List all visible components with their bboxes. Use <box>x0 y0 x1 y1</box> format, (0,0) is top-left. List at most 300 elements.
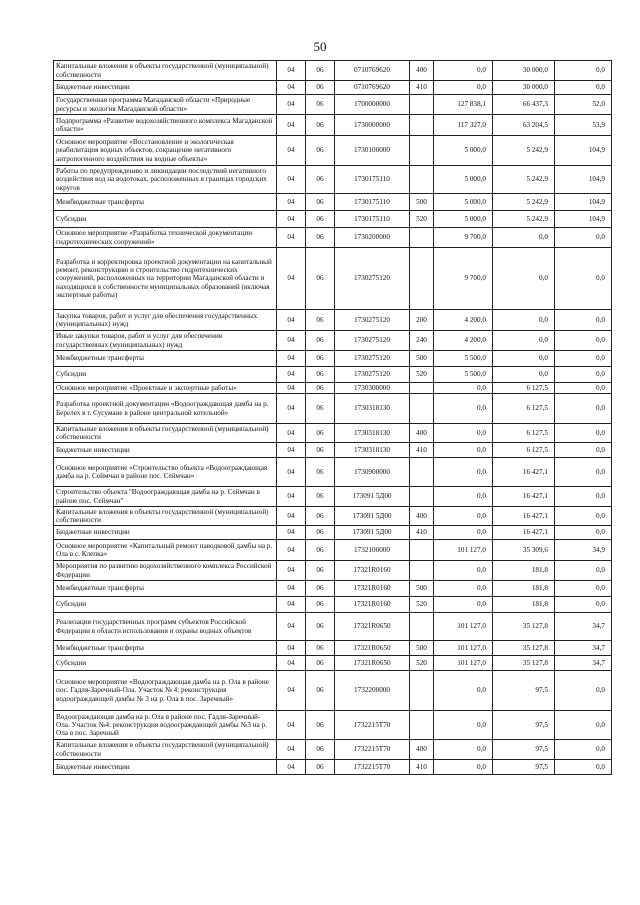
row-name: Бюджетные инвестиции <box>54 443 277 458</box>
row-name: Капитальные вложения в объекты государственной (муниципальной) собственности <box>54 424 277 443</box>
execution-percent: 0,0 <box>555 711 612 740</box>
execution-percent: 0,0 <box>555 526 612 540</box>
execution-percent: 0,0 <box>555 424 612 443</box>
amount-executed: 35 127,8 <box>493 641 555 656</box>
subsection-code: 06 <box>306 581 335 597</box>
target-article-code: 1730175110 <box>335 211 410 228</box>
section-code: 04 <box>277 526 306 540</box>
amount-planned: 5 500,0 <box>434 367 493 383</box>
amount-planned: 0,0 <box>434 61 493 81</box>
row-name: Основное мероприятие «Восстановление и экологическая реабилитация водных объектов, сокращение негативного антропогенного воздействия на водные объекты» <box>54 136 277 166</box>
amount-executed: 16 427,1 <box>493 507 555 526</box>
execution-percent: 52,0 <box>555 95 612 115</box>
expense-type-code: 500 <box>410 581 434 597</box>
section-code: 04 <box>277 367 306 383</box>
section-code: 04 <box>277 581 306 597</box>
amount-planned: 0,0 <box>434 581 493 597</box>
subsection-code: 06 <box>306 211 335 228</box>
amount-executed: 6 127,5 <box>493 424 555 443</box>
target-article-code: 1730318130 <box>335 394 410 424</box>
table-row <box>54 310 612 331</box>
row-name: Субсидии <box>54 367 277 383</box>
expense-type-code <box>410 540 434 561</box>
expense-type-code: 520 <box>410 656 434 671</box>
amount-planned: 5 000,0 <box>434 211 493 228</box>
subsection-code: 06 <box>306 760 335 775</box>
execution-percent: 0,0 <box>555 671 612 711</box>
section-code: 04 <box>277 613 306 641</box>
section-code: 04 <box>277 331 306 351</box>
subsection-code: 06 <box>306 81 335 95</box>
row-name: Государственная программа Магаданской области «Природные ресурсы и экология Магаданской области» <box>54 95 277 115</box>
subsection-code: 06 <box>306 458 335 487</box>
row-name: Бюджетные инвестиции <box>54 526 277 540</box>
target-article-code: 1730275120 <box>335 351 410 367</box>
amount-planned: 127 838,1 <box>434 95 493 115</box>
target-article-code: 1732215Т70 <box>335 740 410 760</box>
expense-type-code: 410 <box>410 443 434 458</box>
subsection-code: 06 <box>306 740 335 760</box>
target-article-code: 17321R0160 <box>335 581 410 597</box>
row-name: Мероприятия по развитию водохозяйственного комплекса Российской Федерации <box>54 561 277 581</box>
execution-percent: 0,0 <box>555 61 612 81</box>
section-code: 04 <box>277 136 306 166</box>
amount-planned: 5 000,0 <box>434 136 493 166</box>
amount-executed: 0,0 <box>493 310 555 331</box>
target-article-code: 17321R0160 <box>335 561 410 581</box>
expense-type-code <box>410 115 434 136</box>
row-name: Реализация государственных программ субъектов Российской Федерации в области использования и охраны водных объектов <box>54 613 277 641</box>
amount-executed: 16 427,1 <box>493 458 555 487</box>
execution-percent: 0,0 <box>555 443 612 458</box>
expense-type-code: 500 <box>410 194 434 211</box>
section-code: 04 <box>277 81 306 95</box>
target-article-code: 1730275120 <box>335 331 410 351</box>
target-article-code: 1732100000 <box>335 540 410 561</box>
subsection-code: 06 <box>306 561 335 581</box>
section-code: 04 <box>277 310 306 331</box>
section-code: 04 <box>277 443 306 458</box>
section-code: 04 <box>277 194 306 211</box>
execution-percent: 0,0 <box>555 228 612 248</box>
subsection-code: 06 <box>306 367 335 383</box>
section-code: 04 <box>277 487 306 507</box>
execution-percent: 0,0 <box>555 597 612 613</box>
table-body <box>54 61 612 775</box>
amount-planned: 5 000,0 <box>434 194 493 211</box>
section-code: 04 <box>277 394 306 424</box>
subsection-code: 06 <box>306 526 335 540</box>
section-code: 04 <box>277 458 306 487</box>
amount-executed: 5 242,9 <box>493 211 555 228</box>
execution-percent: 34,9 <box>555 540 612 561</box>
subsection-code: 06 <box>306 166 335 194</box>
execution-percent: 0,0 <box>555 367 612 383</box>
expense-type-code: 410 <box>410 526 434 540</box>
row-name: Капитальные вложения в объекты государственной (муниципальной) собственности <box>54 507 277 526</box>
amount-executed: 97,5 <box>493 760 555 775</box>
table-row <box>54 507 612 526</box>
table-row <box>54 394 612 424</box>
execution-percent: 0,0 <box>555 581 612 597</box>
target-article-code: 17321R0650 <box>335 641 410 656</box>
amount-planned: 0,0 <box>434 760 493 775</box>
expense-type-code <box>410 228 434 248</box>
subsection-code: 06 <box>306 711 335 740</box>
amount-planned: 0,0 <box>434 394 493 424</box>
subsection-code: 06 <box>306 228 335 248</box>
amount-planned: 4 200,0 <box>434 331 493 351</box>
expense-type-code: 400 <box>410 507 434 526</box>
amount-planned: 0,0 <box>434 740 493 760</box>
section-code: 04 <box>277 424 306 443</box>
subsection-code: 06 <box>306 613 335 641</box>
table-row <box>54 424 612 443</box>
section-code: 04 <box>277 211 306 228</box>
target-article-code: 1732215Т70 <box>335 760 410 775</box>
row-name: Субсидии <box>54 656 277 671</box>
amount-executed: 5 242,9 <box>493 136 555 166</box>
amount-planned: 0,0 <box>434 443 493 458</box>
row-name: Строительство объекта "Водоограждающая дамба на р. Сеймчан в районе пос. Сеймчан" <box>54 487 277 507</box>
amount-executed: 0,0 <box>493 367 555 383</box>
target-article-code: 0710769620 <box>335 61 410 81</box>
execution-percent: 0,0 <box>555 248 612 310</box>
expense-type-code: 520 <box>410 211 434 228</box>
section-code: 04 <box>277 597 306 613</box>
table-row <box>54 641 612 656</box>
subsection-code: 06 <box>306 424 335 443</box>
subsection-code: 06 <box>306 507 335 526</box>
execution-percent: 0,0 <box>555 81 612 95</box>
amount-executed: 66 437,3 <box>493 95 555 115</box>
amount-executed: 35 127,8 <box>493 656 555 671</box>
amount-executed: 35 127,8 <box>493 613 555 641</box>
subsection-code: 06 <box>306 115 335 136</box>
section-code: 04 <box>277 248 306 310</box>
row-name: Бюджетные инвестиции <box>54 81 277 95</box>
section-code: 04 <box>277 540 306 561</box>
expense-type-code: 410 <box>410 81 434 95</box>
amount-executed: 35 309,6 <box>493 540 555 561</box>
amount-planned: 0,0 <box>434 711 493 740</box>
amount-executed: 30 000,0 <box>493 81 555 95</box>
table-row <box>54 228 612 248</box>
expense-type-code: 500 <box>410 641 434 656</box>
row-name: Субсидии <box>54 597 277 613</box>
subsection-code: 06 <box>306 194 335 211</box>
amount-executed: 181,8 <box>493 561 555 581</box>
subsection-code: 06 <box>306 394 335 424</box>
target-article-code: 1730275120 <box>335 310 410 331</box>
amount-planned: 5 000,0 <box>434 166 493 194</box>
table-row <box>54 136 612 166</box>
row-name: Межбюджетные трансферты <box>54 581 277 597</box>
amount-executed: 181,8 <box>493 597 555 613</box>
amount-planned: 101 127,0 <box>434 641 493 656</box>
expense-type-code <box>410 671 434 711</box>
amount-planned: 0,0 <box>434 424 493 443</box>
subsection-code: 06 <box>306 248 335 310</box>
table-row <box>54 597 612 613</box>
expense-type-code <box>410 458 434 487</box>
subsection-code: 06 <box>306 95 335 115</box>
table-row <box>54 526 612 540</box>
target-article-code: 1730318130 <box>335 443 410 458</box>
amount-executed: 6 127,5 <box>493 394 555 424</box>
table-row <box>54 671 612 711</box>
target-article-code: 1730175110 <box>335 166 410 194</box>
row-name: Межбюджетные трансферты <box>54 194 277 211</box>
target-article-code: 1700000000 <box>335 95 410 115</box>
execution-percent: 0,0 <box>555 561 612 581</box>
table-row <box>54 95 612 115</box>
amount-executed: 6 127,5 <box>493 443 555 458</box>
amount-planned: 101 127,0 <box>434 613 493 641</box>
target-article-code: 1730300000 <box>335 383 410 394</box>
amount-executed: 97,5 <box>493 711 555 740</box>
table-row <box>54 248 612 310</box>
target-article-code: 1730275120 <box>335 248 410 310</box>
execution-percent: 0,0 <box>555 351 612 367</box>
expense-type-code: 500 <box>410 351 434 367</box>
table-row <box>54 166 612 194</box>
amount-executed: 63 204,5 <box>493 115 555 136</box>
execution-percent: 0,0 <box>555 458 612 487</box>
execution-percent: 0,0 <box>555 383 612 394</box>
table-row <box>54 61 612 81</box>
expense-type-code <box>410 561 434 581</box>
amount-planned: 9 700,0 <box>434 248 493 310</box>
target-article-code: 1730175110 <box>335 194 410 211</box>
row-name: Межбюджетные трансферты <box>54 351 277 367</box>
target-article-code: 173091 5Д00 <box>335 507 410 526</box>
amount-executed: 5 242,9 <box>493 194 555 211</box>
subsection-code: 06 <box>306 597 335 613</box>
row-name: Капитальные вложения в объекты государственной (муниципальной) собственности <box>54 61 277 81</box>
page-number: 50 <box>313 39 327 54</box>
subsection-code: 06 <box>306 540 335 561</box>
target-article-code: 173091 5Д00 <box>335 487 410 507</box>
execution-percent: 104,9 <box>555 211 612 228</box>
expense-type-code: 240 <box>410 331 434 351</box>
table-row <box>54 458 612 487</box>
subsection-code: 06 <box>306 351 335 367</box>
amount-planned: 5 500,0 <box>434 351 493 367</box>
amount-planned: 0,0 <box>434 671 493 711</box>
subsection-code: 06 <box>306 136 335 166</box>
amount-planned: 101 127,0 <box>434 656 493 671</box>
expense-type-code: 200 <box>410 310 434 331</box>
row-name: Основное мероприятие «Разработка технической документации гидротехнических сооружений» <box>54 228 277 248</box>
target-article-code: 17321R0650 <box>335 613 410 641</box>
section-code: 04 <box>277 711 306 740</box>
execution-percent: 0,0 <box>555 487 612 507</box>
row-name: Капитальные вложения в объекты государственной (муниципальной) собственности <box>54 740 277 760</box>
amount-executed: 16 427,1 <box>493 526 555 540</box>
section-code: 04 <box>277 166 306 194</box>
target-article-code: 0710769620 <box>335 81 410 95</box>
row-name: Основное мероприятие «Водоограждающая дамба на р. Ола в районе пос. Гадля-Заречный-Ола. Участок № 4: реконструкция водоограждающей дамбы № 3 на р. Ола в пос. Заречный» <box>54 671 277 711</box>
amount-planned: 0,0 <box>434 526 493 540</box>
table-row <box>54 561 612 581</box>
expense-type-code: 400 <box>410 740 434 760</box>
subsection-code: 06 <box>306 443 335 458</box>
amount-executed: 181,8 <box>493 581 555 597</box>
row-name: Основное мероприятие «Проектные и экспертные работы» <box>54 383 277 394</box>
expense-type-code <box>410 248 434 310</box>
execution-percent: 53,9 <box>555 115 612 136</box>
target-article-code: 173091 5Д00 <box>335 526 410 540</box>
section-code: 04 <box>277 656 306 671</box>
table-row <box>54 487 612 507</box>
amount-planned: 0,0 <box>434 561 493 581</box>
execution-percent: 34,7 <box>555 613 612 641</box>
section-code: 04 <box>277 671 306 711</box>
target-article-code: 1730318130 <box>335 424 410 443</box>
execution-percent: 0,0 <box>555 331 612 351</box>
execution-percent: 0,0 <box>555 310 612 331</box>
execution-percent: 104,9 <box>555 136 612 166</box>
amount-planned: 0,0 <box>434 597 493 613</box>
table-row <box>54 740 612 760</box>
table-row <box>54 443 612 458</box>
table-row <box>54 367 612 383</box>
expense-type-code <box>410 136 434 166</box>
amount-executed: 0,0 <box>493 331 555 351</box>
target-article-code: 1730100000 <box>335 136 410 166</box>
expense-type-code: 410 <box>410 760 434 775</box>
expense-type-code <box>410 166 434 194</box>
amount-executed: 97,5 <box>493 740 555 760</box>
execution-percent: 0,0 <box>555 507 612 526</box>
table-row <box>54 331 612 351</box>
table-row <box>54 540 612 561</box>
target-article-code: 1730000000 <box>335 115 410 136</box>
row-name: Основное мероприятие «Капитальный ремонт паводковой дамбы на р. Ола в с. Клепка» <box>54 540 277 561</box>
section-code: 04 <box>277 507 306 526</box>
target-article-code: 1730200000 <box>335 228 410 248</box>
execution-percent: 104,9 <box>555 166 612 194</box>
expense-type-code <box>410 95 434 115</box>
row-name: Водоограждающая дамба на р. Ола в районе пос. Гадля-Заречный-Ола. Участок №4: реконструкция водоограждающей дамбы №3 на р. Ола в пос. Заречный <box>54 711 277 740</box>
expense-type-code: 400 <box>410 424 434 443</box>
amount-planned: 117 327,0 <box>434 115 493 136</box>
section-code: 04 <box>277 351 306 367</box>
target-article-code: 17321R0650 <box>335 656 410 671</box>
table-row <box>54 656 612 671</box>
row-name: Бюджетные инвестиции <box>54 760 277 775</box>
subsection-code: 06 <box>306 310 335 331</box>
amount-planned: 101 127,0 <box>434 540 493 561</box>
amount-planned: 0,0 <box>434 81 493 95</box>
subsection-code: 06 <box>306 383 335 394</box>
table-row <box>54 613 612 641</box>
amount-executed: 0,0 <box>493 248 555 310</box>
amount-planned: 0,0 <box>434 383 493 394</box>
target-article-code: 1732215Т70 <box>335 711 410 740</box>
target-article-code: 17321R0160 <box>335 597 410 613</box>
row-name: Разработка и корректировка проектной документации на капитальный ремонт, реконструкцию и строительство гидротехнических сооружений, расположенных на территории Магаданской области и находящихся в собственности муниципальных образований (включая экспертные работы) <box>54 248 277 310</box>
amount-executed: 97,5 <box>493 671 555 711</box>
table-row <box>54 115 612 136</box>
table-row <box>54 194 612 211</box>
expense-type-code <box>410 487 434 507</box>
section-code: 04 <box>277 641 306 656</box>
target-article-code: 1730275120 <box>335 367 410 383</box>
amount-planned: 0,0 <box>434 458 493 487</box>
expense-type-code: 520 <box>410 597 434 613</box>
budget-table <box>53 60 612 775</box>
amount-executed: 5 242,9 <box>493 166 555 194</box>
amount-executed: 0,0 <box>493 228 555 248</box>
section-code: 04 <box>277 115 306 136</box>
amount-executed: 6 127,5 <box>493 383 555 394</box>
target-article-code: 1732200000 <box>335 671 410 711</box>
execution-percent: 34,7 <box>555 641 612 656</box>
row-name: Разработка проектной документации «Водоограждающая дамба на р. Берелех в г. Сусумане в районе центральной котельной» <box>54 394 277 424</box>
amount-planned: 0,0 <box>434 507 493 526</box>
subsection-code: 06 <box>306 61 335 81</box>
table-row <box>54 760 612 775</box>
section-code: 04 <box>277 561 306 581</box>
amount-planned: 9 700,0 <box>434 228 493 248</box>
expense-type-code <box>410 394 434 424</box>
row-name: Подпрограмма «Развитие водохозяйственного комплекса Магаданской области» <box>54 115 277 136</box>
row-name: Работы по предупреждению и ликвидации последствий негативного воздействия вод на водотоках, расположенных в границах городских округов <box>54 166 277 194</box>
section-code: 04 <box>277 95 306 115</box>
expense-type-code <box>410 711 434 740</box>
table-row <box>54 711 612 740</box>
subsection-code: 06 <box>306 331 335 351</box>
amount-executed: 16 427,1 <box>493 487 555 507</box>
subsection-code: 06 <box>306 641 335 656</box>
execution-percent: 0,0 <box>555 760 612 775</box>
row-name: Субсидии <box>54 211 277 228</box>
target-article-code: 1730900000 <box>335 458 410 487</box>
expense-type-code: 400 <box>410 61 434 81</box>
table-row <box>54 581 612 597</box>
section-code: 04 <box>277 61 306 81</box>
row-name: Иные закупки товаров, работ и услуг для обеспечения государственных (муниципальных) нужд <box>54 331 277 351</box>
row-name: Основное мероприятие «Строительство объекта «Водоограждающая дамба на р. Сеймчан в районе пос. Сеймчан» <box>54 458 277 487</box>
row-name: Закупка товаров, работ и услуг для обеспечения государственных (муниципальных) нужд <box>54 310 277 331</box>
table-row <box>54 211 612 228</box>
subsection-code: 06 <box>306 656 335 671</box>
table-row <box>54 383 612 394</box>
amount-executed: 0,0 <box>493 351 555 367</box>
section-code: 04 <box>277 228 306 248</box>
execution-percent: 104,9 <box>555 194 612 211</box>
amount-executed: 30 000,0 <box>493 61 555 81</box>
execution-percent: 0,0 <box>555 740 612 760</box>
table-row <box>54 351 612 367</box>
execution-percent: 0,0 <box>555 394 612 424</box>
amount-planned: 0,0 <box>434 487 493 507</box>
expense-type-code <box>410 383 434 394</box>
expense-type-code: 520 <box>410 367 434 383</box>
subsection-code: 06 <box>306 671 335 711</box>
execution-percent: 34,7 <box>555 656 612 671</box>
amount-planned: 4 200,0 <box>434 310 493 331</box>
section-code: 04 <box>277 740 306 760</box>
section-code: 04 <box>277 760 306 775</box>
row-name: Межбюджетные трансферты <box>54 641 277 656</box>
section-code: 04 <box>277 383 306 394</box>
expense-type-code <box>410 613 434 641</box>
subsection-code: 06 <box>306 487 335 507</box>
table-row <box>54 81 612 95</box>
